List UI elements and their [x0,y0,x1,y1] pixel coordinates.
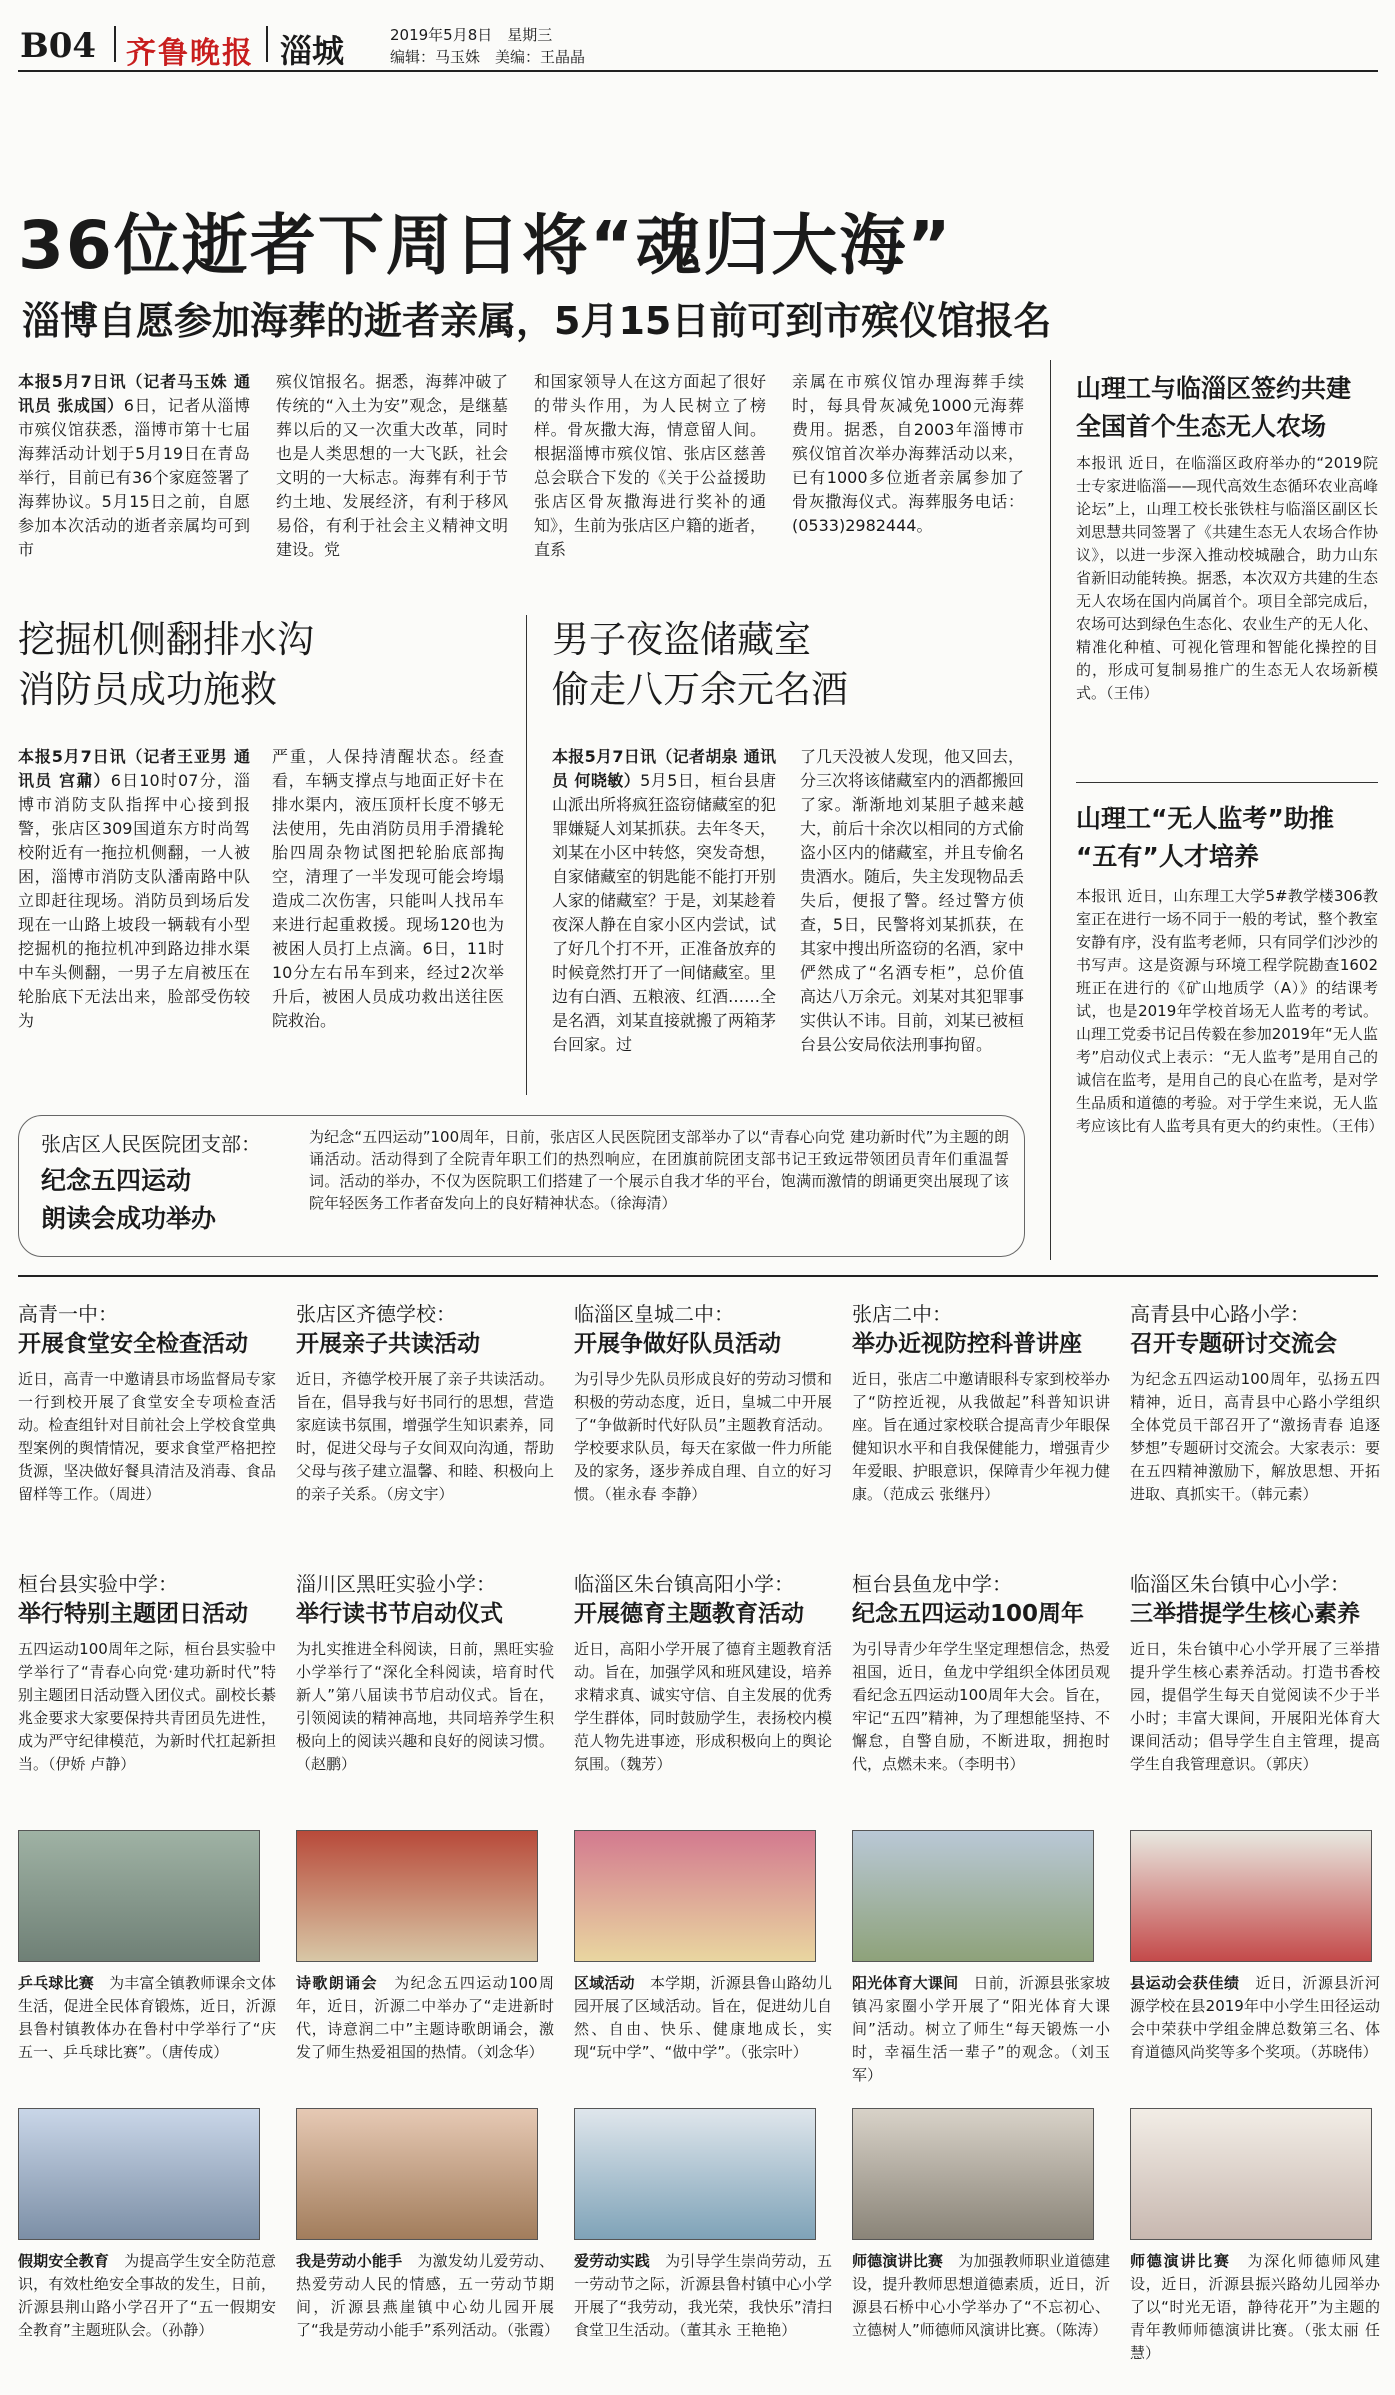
excavator-title: 挖掘机侧翻排水沟 消防员成功施救 [18,618,314,711]
masthead-divider [114,26,116,62]
caption-pingpong: 乒乓球比赛 为丰富全镇教师课余文体生活，促进全民体育锻炼，近日，沂源县鲁村镇教体办在鲁村中学举行了“庆五一、乒乓球比赛”。（唐传成） [18,1974,276,2061]
caption-labor-practice: 爱劳动实践 为引导学生崇尚劳动，五一劳动节之际，沂源县鲁村镇中心小学开展了“我劳动，我光荣，我快乐”清扫食堂卫生活动。（董其永 王艳艳） [574,2252,832,2339]
caption-sports-meet: 县运动会获佳绩 近日，沂源县沂河源学校在县2019年中小学生田径运动会中荣获中学组金牌总数第三名、体育道德风尚奖等多个奖项。（苏晓伟） [1130,1974,1380,2061]
brief-zhangdian-no2: 张店二中： 举办近视防控科普讲座 近日，张店二中邀请眼科专家到校举办了“防控近视，从我做起”科普知识讲座。旨在通过家校联合提高青少年眼保健知识水平和自我保健能力，增强青少年爱眼、护眼意识，保障青少年视力健康。（范成云 张继丹） [852,1302,1110,1503]
excavator-col-2: 严重，人保持清醒状态。经查看，车辆支撑点与地面正好卡在排水渠内，液压顶杆长度不够无法使用，先由消防员用手滑撬轮胎四周杂物试图把轮胎底部掏空，清理了一半发现可能会垮塌造成二次伤害，只能叫人找吊车来进行起重救援。现场120也为被困人员打上点滴。6日，11时10分左右吊车到来，经过2次举升后，被困人员成功救出送往医院救治。 [272,747,504,1030]
brief-gaoqing-no1: 高青一中： 开展食堂安全检查活动 近日，高青一中邀请县市场监督局专家一行到校开展了食堂安全专项检查活动。检查组针对目前社会上学校食堂典型案例的舆情情况，要求食堂严格把控货源，坚决做好餐具清洁及消毒、食品留样等工作。（周进） [18,1302,276,1503]
caption-poetry: 诗歌朗诵会 为纪念五四运动100周年，近日，沂源二中举办了“走进新时代，诗意润二中”主题诗歌朗诵会，激发了师生热爱祖国的热情。（刘念华） [296,1974,554,2061]
paper-logo: 齐鲁晚报 [126,36,254,71]
photo-kindergarten [574,1830,816,1962]
lead-col-4: 亲属在市殡仪馆办理海葬手续时，每具骨灰减免1000元海葬费用。据悉，自2003年淄博市殡仪馆首次举办海葬活动以来，已有1000多位逝者亲属参加了骨灰撒海仪式。海葬服务电话：(0533)2982444。 [792,372,1024,535]
exam-body: 本报讯 近日，山东理工大学5#教学楼306教室正在进行一场不同于一般的考试，整个教室安静有序，没有监考老师，只有同学们沙沙的书写声。这是资源与环境工程学院勘查1602班正在进行的《矿山地质学（A）》的结课考试，也是2019年学校首场无人监考的考试。山理工党委书记吕传毅在参加2019年“无人监考”启动仪式上表示：“无人监考”是用自己的诚信在监考，是用自己的良心在监考，是对学生品质和道德的考验。对于学生来说，无人监考应该比有人监考具有更大的约束性。（王伟） [1076,887,1384,1135]
brief-huangcheng: 临淄区皇城二中： 开展争做好队员活动 为引导少先队员形成良好的劳动习惯和积极的劳动态度，近日，皇城二中开展了“争做新时代好队员”主题教育活动。学校要求队员，每天在家做一件力所能及的家务，逐步养成自理、自立的好习惯。（崔永春 李静） [574,1302,832,1503]
page-number: B04 [20,26,97,66]
lead-col-2: 殡仪馆报名。据悉，海葬冲破了传统的“入土为安”观念，是继墓葬以后的又一次重大改革，同时也是人类思想的一大飞跃，社会文明的一大标志。海葬有利于节约土地、发展经济，有利于移风易俗，有利于社会主义精神文明建设。党 [276,372,508,559]
brief-heiwang: 淄川区黑旺实验小学： 举行读书节启动仪式 为扎实推进全科阅读，日前，黑旺实验小学举行了“深化全科阅读，培育时代新人”第八届读书节启动仪式。旨在，引领阅读的精神高地，共同培养学生积极向上的阅读兴趣和良好的阅读习惯。（赵鹏） [296,1572,554,1773]
brief-huantai-shiyan: 桓台县实验中学： 举行特别主题团日活动 五四运动100周年之际，桓台县实验中学举行了“青春心向党·建功新时代”特别主题团日活动暨入团仪式。副校长綦兆金要求大家要保持共青团员先进性，成为严守纪律模范，为新时代扛起新担当。（伊娇 卢静） [18,1572,276,1773]
photo-speech-school [852,2108,1094,2240]
liquor-col-2: 了几天没被人发现，他又回去，分三次将该储藏室内的酒都搬回了家。渐渐地刘某胆子越来越大，前后十余次以相同的方式偷盗小区内的储藏室，并且专偷名贵酒水。随后，失主发现物品丢失后，便报了警。经过警方侦查，5日，民警将刘某抓获，在其家中搜出所盗窃的名酒，家中俨然成了“名酒专柜”，总价值高达八万余元。刘某对其犯罪事实供认不讳。目前，刘某已被桓台县公安局依法刑事拘留。 [800,747,1025,1054]
section-name: 淄城 [280,32,345,70]
brief-zhutai-zhongxin: 临淄区朱台镇中心小学： 三举措提学生核心素养 近日，朱台镇中心小学开展了三举措提升学生核心素养活动。打造书香校园，提倡学生每天自觉阅读不少于半小时；丰富大课间，开展阳光体育大课间活动；倡导学生自主管理，提高学生自我管理意识。（郭庆） [1130,1572,1380,1773]
editor-credits: 编辑：马玉姝 美编：王晶晶 [390,48,586,66]
lead-headline: 36位逝者下周日将“魂归大海” [18,207,953,284]
hospital-title: 纪念五四运动 朗读会成功举办 [41,1166,217,1233]
photo-pingpong [18,1830,260,1962]
column-rule [1050,360,1051,1260]
brief-yulong: 桓台县鱼龙中学： 纪念五四运动100周年 为引导青少年学生坚定理想信念，热爱祖国，近日，鱼龙中学组织全体团员观看纪念五四运动100周年大会。旨在，牢记“五四”精神，为了理想能坚持、不懈怠，自警自励，不断进取，拥抱时代，点燃未来。（李明书） [852,1572,1110,1773]
photo-safety-class [18,2108,260,2240]
caption-labor-kids: 我是劳动小能手 为激发幼儿爱劳动、热爱劳动人民的情感，五一劳动节期间，沂源县燕崖镇中心幼儿园开展了“我是劳动小能手”系列活动。（张霞） [296,2252,560,2339]
issue-date: 2019年5月8日 星期三 [390,26,553,44]
caption-sunshine-sports: 阳光体育大课间 日前，沂源县张家坡镇冯家圈小学开展了“阳光体育大课间”活动。树立了师生“每天锻炼一小时，幸福生活一辈子”的观念。（刘玉军） [852,1974,1110,2084]
hospital-org: 张店区人民医院团支部： [41,1132,261,1156]
brief-zhongxinlu: 高青县中心路小学： 召开专题研讨交流会 为纪念五四运动100周年，弘扬五四精神，近日，高青县中心路小学组织全体党员干部召开了“激扬青春 追逐梦想”专题研讨交流会。大家表示：要在五四精神激励下，解放思想、开拓进取、真抓实干。（韩元素） [1130,1302,1380,1503]
hospital-body: 为纪念“五四运动”100周年，日前，张店区人民医院团支部举办了以“青春心向党 建功新时代”为主题的朗诵活动。活动得到了全院青年职工们的热烈响应，在团旗前院团支部书记王致远带领团员青年们重温誓词。活动的举办，不仅为医院职工们搭建了一个展示自我才华的平台，饱满而激情的朗诵更突出展现了该院年轻医务工作者奋发向上的良好精神状态。（徐海清） [309,1128,1009,1212]
caption-speech-1: 师德演讲比赛 为加强教师职业道德建设，提升教师思想道德素质，近日，沂源县石桥中心小学举办了“不忘初心、立德树人”师德师风演讲比赛。（陈涛） [852,2252,1110,2339]
column-rule [526,615,527,1095]
brief-qide: 张店区齐德学校： 开展亲子共读活动 近日，齐德学校开展了亲子共读活动。旨在，倡导我与好书同行的思想，营造家庭读书氛围，增强学生知识素养，同时，促进父母与子女间双向沟通，帮助父母与孩子建立温馨、和睦、积极向上的亲子关系。（房文宇） [296,1302,554,1503]
caption-speech-2: 师德演讲比赛 为深化师德师风建设，近日，沂源县振兴路幼儿园举办了以“时光无语，静待花开”为主题的青年教师师德演讲比赛。（张太丽 任慧） [1130,2252,1380,2362]
brief-gaoyang: 临淄区朱台镇高阳小学： 开展德育主题教育活动 近日，高阳小学开展了德育主题教育活动。旨在，加强学风和班风建设，培养求精求真、诚实守信、自主发展的优秀学生群体，同时鼓励学生，表扬校内模范人物先进事迹，形成积极向上的舆论氛围。（魏芳） [574,1572,832,1773]
lead-col-1: 本报5月7日讯（记者马玉姝 通讯员 张成国）6日，记者从淄博市殡仪馆获悉，淄博市第十七届海葬活动计划于5月19日在青岛举行，目前已有36个家庭签署了海葬协议。5月15日之前，自愿参加本次活动的逝者亲属均可到市 [18,372,251,559]
story-rule [1076,782,1378,783]
caption-area-activity: 区域活动 本学期，沂源县鲁山路幼儿园开展了区域活动。旨在，促进幼儿自然、自由、快乐、健康地成长，实现“玩中学”、“做中学”。（张宗叶） [574,1974,832,2061]
masthead-divider [266,26,268,62]
liquor-title: 男子夜盗储藏室 偷走八万余元名酒 [552,618,848,711]
lead-subheadline: 淄博自愿参加海葬的逝者亲属，5月15日前可到市殡仪馆报名 [22,299,1052,343]
caption-safety: 假期安全教育 为提高学生安全防范意识，有效杜绝安全事故的发生，日前，沂源县荆山路小学召开了“五一假期安全教育”主题班队会。（孙静） [18,2252,276,2339]
masthead [18,20,1378,72]
liquor-col-1: 本报5月7日讯（记者胡泉 通讯员 何晓敏）5月5日，桓台县唐山派出所将疯狂盗窃储藏室的犯罪嫌疑人刘某抓获。去年冬天，刘某在小区中转悠，突发奇想，自家储藏室的钥匙能不能打开别人家的储藏室？于是，刘某趁着夜深人静在自家小区内尝试，试了好几个打不开，正准备放弃的时候竟然打开了一间储藏室。里边有白酒、五粮液、红酒……全是名酒，刘某直接就搬了两箱茅台回家。过 [552,747,777,1054]
photo-speech-kindergarten [1130,2108,1372,2240]
farm-body: 本报讯 近日，在临淄区政府举办的“2019院士专家进临淄——现代高效生态循环农业高峰论坛”上，山理工校长张铁柱与临淄区副区长刘思慧共同签署了《共建生态无人农场合作协议》，以进一步深入推动校城融合，助力山东省新旧动能转换。据悉，本次双方共建的生态无人农场在国内尚属首个。项目全部完成后，农场可达到绿色生态化、农业生产的无人化、精准化种植、可视化管理和智能化操控的目的，形成可复制易推广的生态无人农场新模式。（王伟） [1076,454,1378,702]
photo-canteen-cleaning [574,2108,816,2240]
photo-award [1130,1830,1372,1962]
exam-title: 山理工“无人监考”助推 “五有”人才培养 [1076,804,1334,871]
photo-sports [852,1830,1094,1962]
excavator-col-1: 本报5月7日讯（记者王亚男 通讯员 宫鼐）6日10时07分，淄博市消防支队指挥中心接到报警，张店区309国道东方时尚驾校附近有一拖拉机侧翻，一人被困，淄博市消防支队潘南路中队立即赶往现场。消防员到场后发现在一山路上坡段一辆载有小型挖掘机的拖拉机冲到路边排水渠中车头侧翻，一男子左肩被压在轮胎底下无法出来，脸部受伤较为 [18,747,250,1030]
hospital-box [18,1115,1025,1257]
farm-title: 山理工与临淄区签约共建 全国首个生态无人农场 [1076,374,1352,441]
photo-labor-kids [296,2108,538,2240]
photo-poetry [296,1830,538,1962]
section-rule [18,1275,1378,1277]
lead-col-3: 和国家领导人在这方面起了很好的带头作用，为人民树立了榜样。骨灰撒大海，情意留人间。根据淄博市殡仪馆、张店区慈善总会联合下发的《关于公益援助张店区骨灰撒海进行奖补的通知》，生前为张店区户籍的逝者，直系 [534,372,767,559]
